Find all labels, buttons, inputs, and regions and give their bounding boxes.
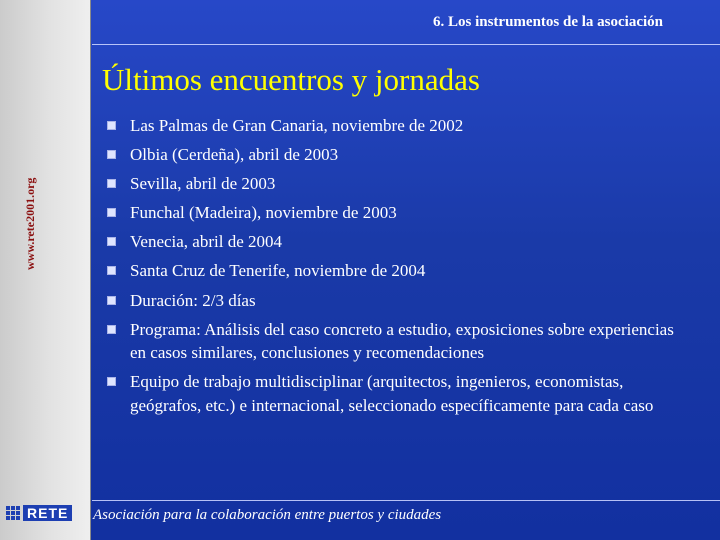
square-bullet-icon (107, 208, 116, 217)
list-item-text: Duración: 2/3 días (130, 290, 256, 310)
list-item (107, 370, 677, 417)
list-item (107, 201, 677, 225)
square-bullet-icon (107, 179, 116, 188)
list-item-text: Olbia (Cerdeña), abril de 2003 (130, 145, 339, 165)
list-item (107, 114, 677, 138)
square-bullet-icon (107, 325, 116, 334)
square-bullet-icon (107, 121, 116, 130)
list-item (107, 172, 677, 196)
header-divider (92, 44, 720, 45)
logo-grid-icon (6, 506, 20, 520)
list-item (107, 259, 677, 283)
list-item-text: Santa Cruz de Tenerife, noviembre de 2004 (130, 261, 426, 281)
list-item (107, 289, 677, 313)
square-bullet-icon (107, 296, 116, 305)
list-item (107, 143, 677, 167)
square-bullet-icon (107, 377, 116, 386)
list-item-text: Venecia, abril de 2004 (130, 232, 282, 252)
list-item-text: Programa: Análisis del caso concreto a estudio, exposiciones sobre experiencias en casos similares, conclusiones y recomendaciones (130, 319, 674, 363)
list-item-text: Funchal (Madeira), noviembre de 2003 (130, 203, 397, 223)
footer-divider (92, 500, 720, 501)
square-bullet-icon (107, 237, 116, 246)
rete-logo (6, 504, 84, 522)
bullet-list (107, 114, 677, 417)
slide-title: Últimos encuentros y jornadas (102, 62, 480, 97)
footer-tagline: Asociación para la colaboración entre puertos y ciudades (93, 507, 442, 523)
sidebar (0, 0, 91, 540)
section-header: 6. Los instrumentos de la asociación (432, 14, 663, 30)
list-item (107, 318, 677, 365)
list-item-text: Equipo de trabajo multidisciplinar (arquitectos, ingenieros, economistas, geógrafos, etc.) e internacional, seleccionado específicamente para cada caso (130, 372, 654, 415)
square-bullet-icon (107, 150, 116, 159)
list-item-text: Sevilla, abril de 2003 (130, 174, 276, 194)
square-bullet-icon (107, 266, 116, 275)
list-item (107, 230, 677, 254)
list-item-text: Las Palmas de Gran Canaria, noviembre de 2002 (130, 116, 464, 135)
sidebar-url: www.rete2001.org (23, 177, 37, 270)
logo-wordmark: RETE (23, 505, 72, 521)
